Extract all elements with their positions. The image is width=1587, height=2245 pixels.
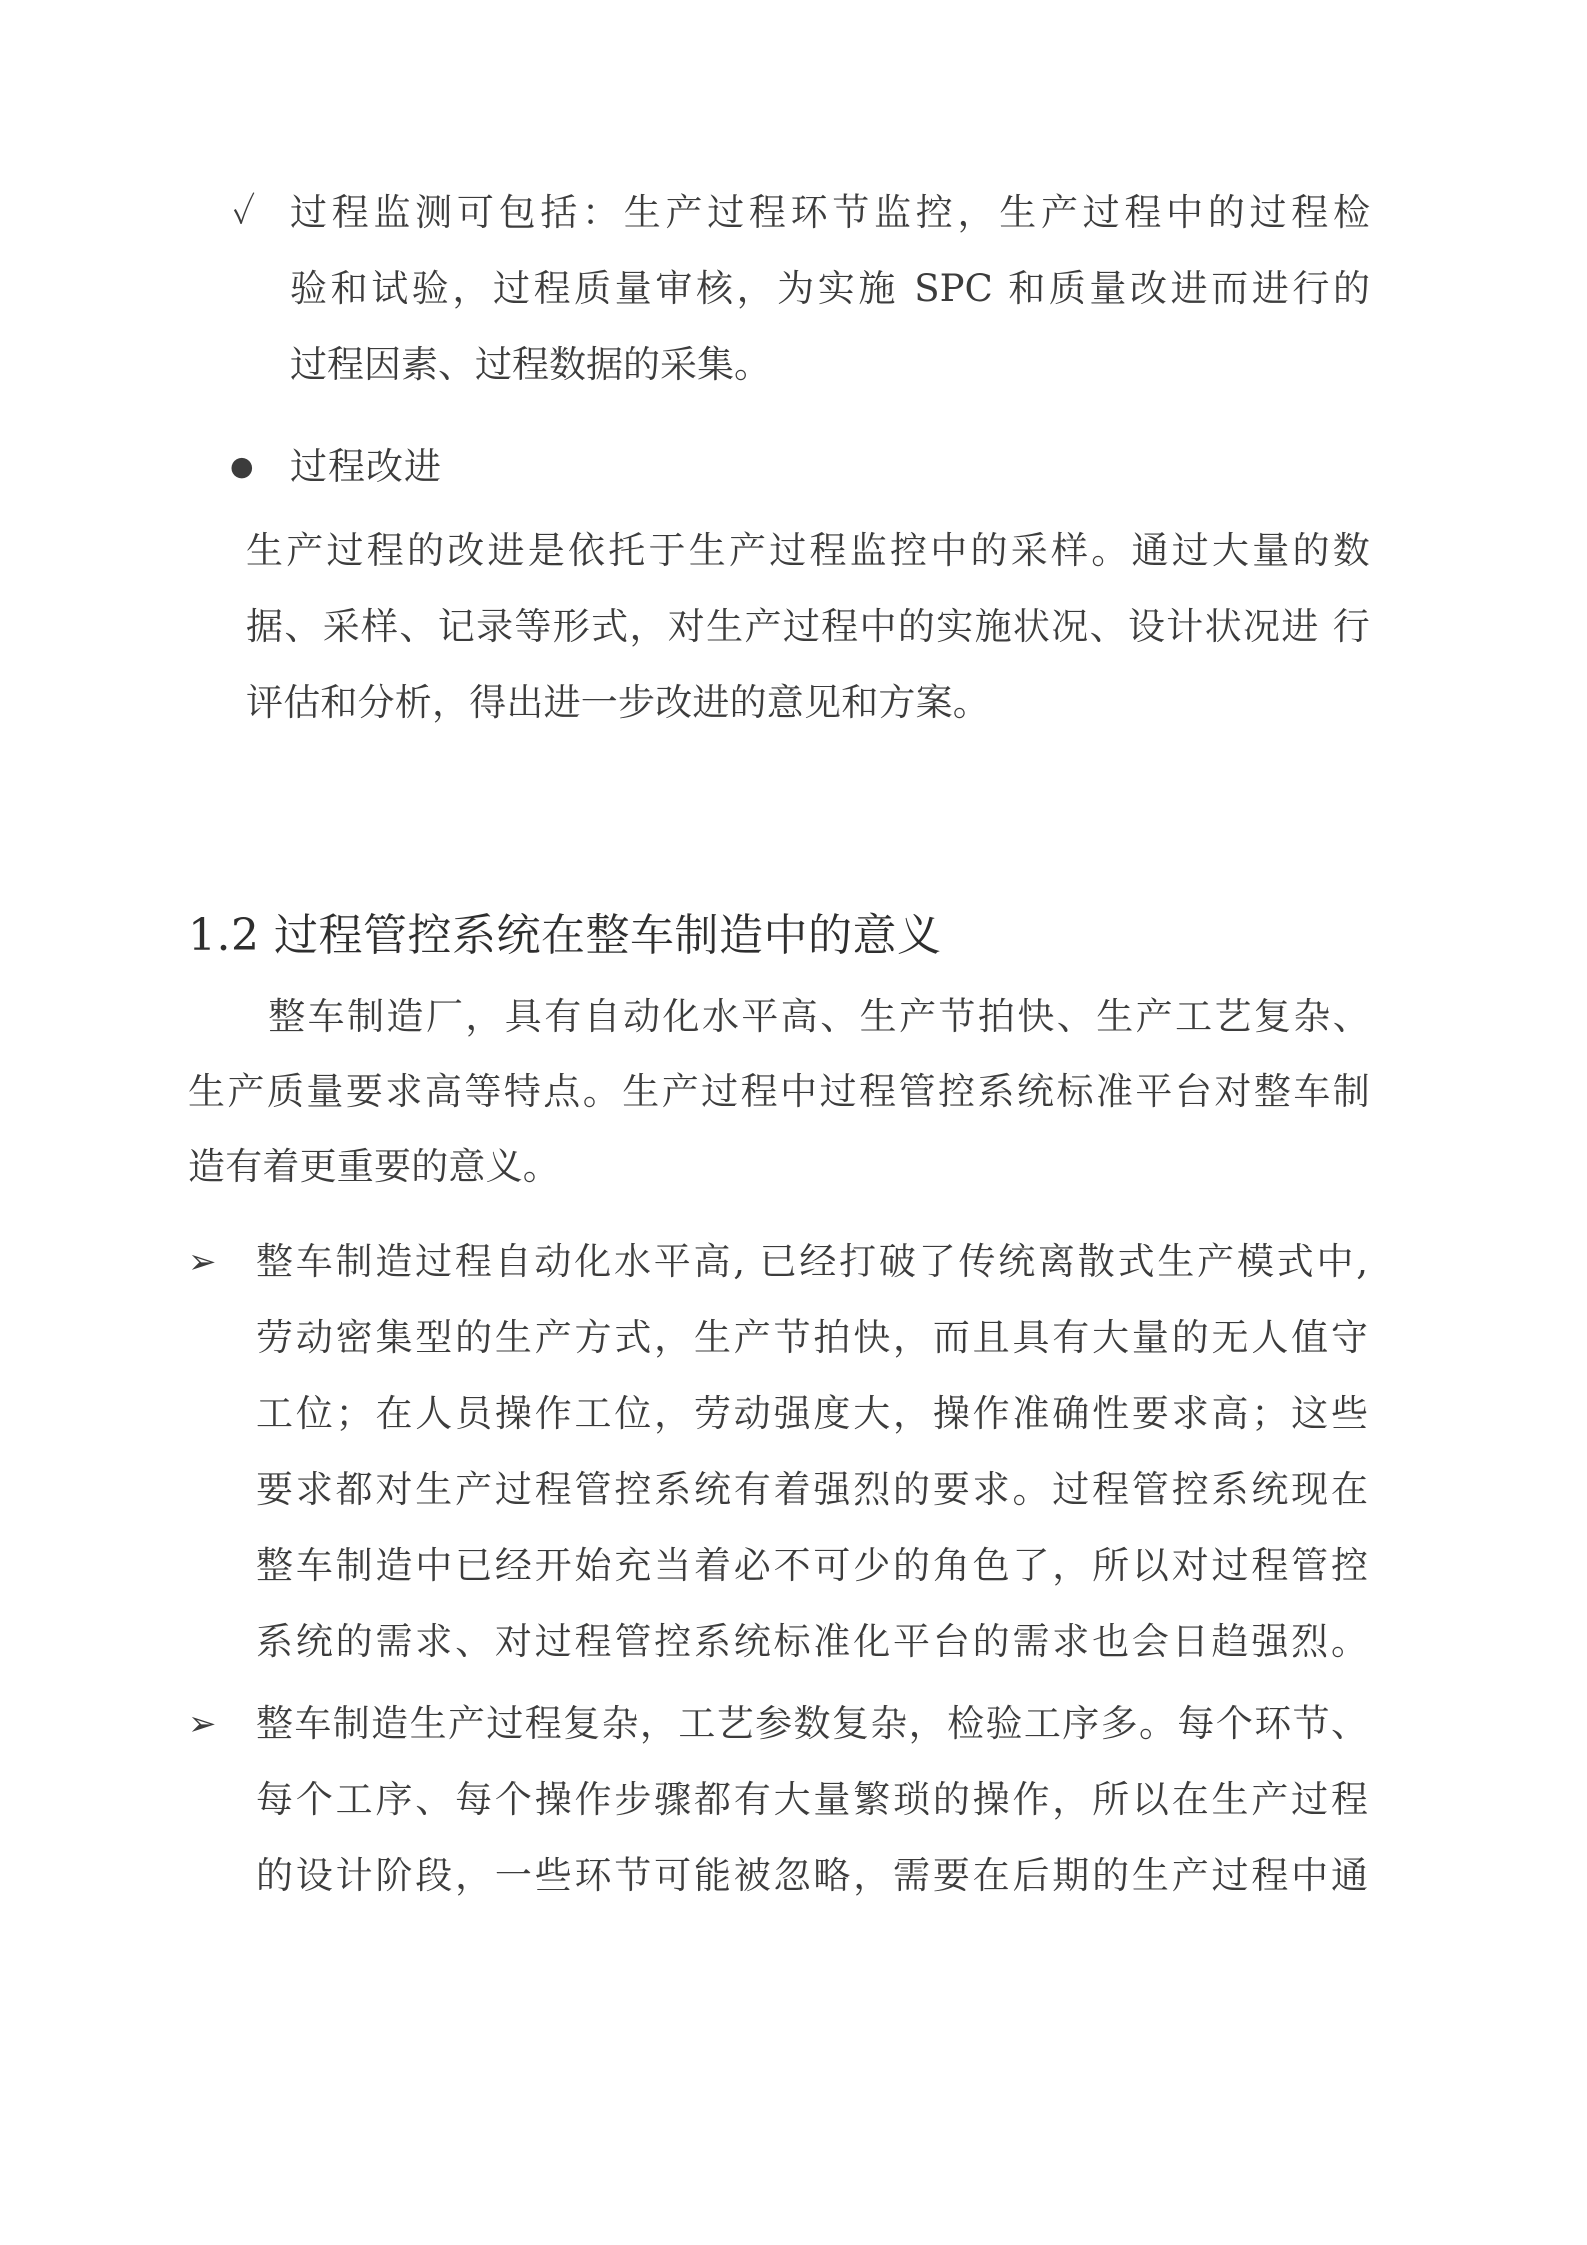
text-line: 系统的需求、对过程管控系统标准化平台的需求也会日趋强烈。 — [256, 1620, 1368, 1663]
text-line: 要求都对生产过程管控系统有着强烈的要求。过程管控系统现在 — [256, 1468, 1368, 1511]
text-line: 据、采样、记录等形式，对生产过程中的实施状况、设计状况进 — [246, 605, 1320, 648]
paragraph-intro — [188, 979, 1370, 1204]
text-line: 整车制造生产过程复杂，工艺参数复杂，检验工序多。每个环节、 — [256, 1702, 1368, 1745]
paragraph-improvement — [222, 513, 1370, 741]
text-line: 的设计阶段，一些环节可能被忽略，需要在后期的生产过程中通 — [256, 1854, 1368, 1897]
disc-bullet-icon: ● — [230, 451, 254, 482]
text-line: 劳动密集型的生产方式，生产节拍快，而且具有大量的无人值守 — [256, 1316, 1368, 1359]
text-line: 验和试验，过程质量审核，为实施 SPC 和质量改进而进行的 — [290, 267, 1370, 310]
arrow-bullet-icon: ➢ — [188, 1242, 217, 1282]
text-line: 生产过程的改进是依托于生产过程监控中的采样。通过大量的数 — [246, 529, 1370, 572]
list-item-process-monitoring — [222, 175, 1370, 403]
text-line: 整车制造过程自动化水平高, 已经打破了传统离散式生产模式中, — [256, 1240, 1368, 1283]
text-line: 整车制造中已经开始充当着必不可少的角色了，所以对过程管控 — [256, 1544, 1368, 1587]
text-line — [188, 979, 1370, 1054]
vertical-spacer — [222, 741, 1370, 901]
arrow-bullet-icon: ➢ — [188, 1704, 217, 1744]
section-heading-1-2: 1.2 过程管控系统在整车制造中的意义 — [188, 910, 942, 961]
text-run: 整车制造厂，具有自动化水平高、生产节拍快、生产工艺复杂、 — [266, 995, 1370, 1038]
text-line: 工位；在人员操作工位，劳动强度大，操作准确性要求高；这些 — [256, 1392, 1368, 1435]
list-item-automation-level — [188, 1224, 1370, 1680]
checkmark-icon: ✓ — [232, 192, 256, 233]
list-item-label: 过程改进 — [290, 445, 442, 488]
list-item-body — [290, 175, 1370, 403]
text-line: 造有着更重要的意义。 — [188, 1145, 560, 1188]
list-item-body — [256, 1224, 1368, 1680]
text-line: 每个工序、每个操作步骤都有大量繁琐的操作，所以在生产过程 — [256, 1778, 1368, 1821]
text-line: 过程监测可包括：生产过程环节监控，生产过程中的过程检 — [290, 191, 1370, 234]
list-item-process-complexity — [188, 1686, 1370, 1914]
list-item-body — [256, 1686, 1368, 1914]
vertical-spacer — [222, 1204, 1370, 1218]
document-content — [188, 175, 1370, 1914]
text-line: 行评估和分析，得出进一步改进的意见和方案。 — [246, 605, 1370, 724]
text-line: 过程因素、过程数据的采集。 — [290, 343, 771, 386]
list-item-process-improvement — [222, 429, 1370, 505]
text-line: 生产质量要求高等特点。生产过程中过程管控系统标准平台对整车制 — [188, 1070, 1370, 1113]
